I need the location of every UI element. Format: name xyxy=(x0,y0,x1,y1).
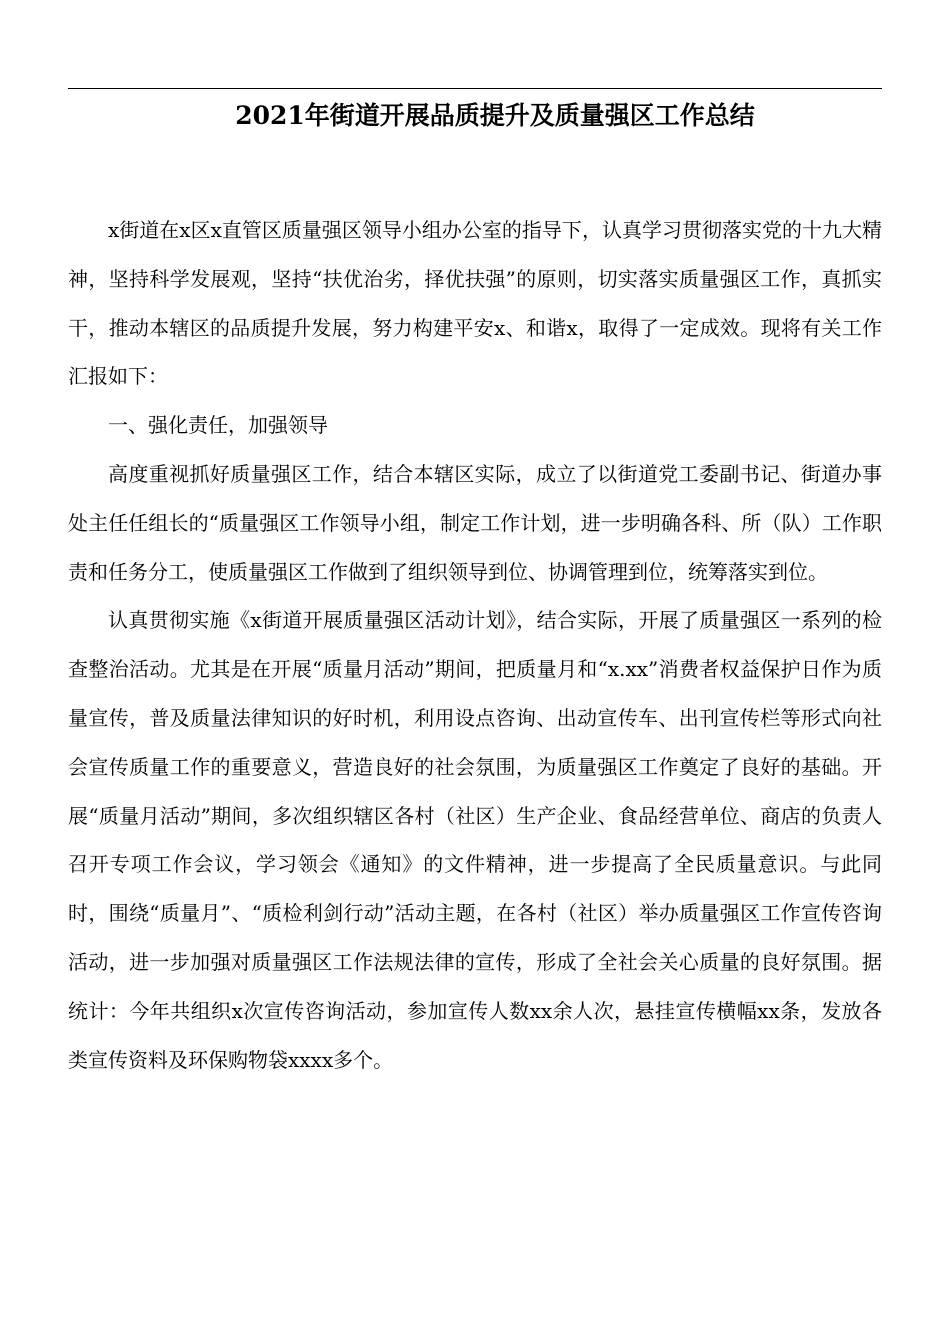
document-title: 2021年街道开展品质提升及质量强区工作总结 xyxy=(235,101,755,130)
document-body xyxy=(68,206,882,1084)
body-paragraph: 高度重视抓好质量强区工作，结合本辖区实际，成立了以街道党工委副书记、街道办事处主任任组长的“质量强区工作领导小组，制定工作计划，进一步明确各科、所（队）工作职责和任务分工，使质量强区工作做到了组织领导到位、协调管理到位，统筹落实到位。 xyxy=(68,461,882,584)
intro-paragraph: x街道在x区x直管区质量强区领导小组办公室的指导下，认真学习贯彻落实党的十九大精神，坚持科学发展观，坚持“扶优治劣，择优扶强”的原则，切实落实质量强区工作，真抓实干，推动本辖区的品质提升发展，努力构建平安x、和谐x，取得了一定成效。现将有关工作汇报如下： xyxy=(68,218,882,389)
body-paragraph: 认真贯彻实施《x街道开展质量强区活动计划》，结合实际，开展了质量强区一系列的检查整治活动。尤其是在开展“质量月活动”期间，把质量月和“x.xx”消费者权益保护日作为质量宣传，普及质量法律知识的好时机，利用设点咨询、出动宣传车、出刊宣传栏等形式向社会宣传质量工作的重要意义，营造良好的社会氛围，为质量强区工作奠定了良好的基础。开展“质量月活动”期间，多次组织辖区各村（社区）生产企业、食品经营单位、商店的负责人召开专项工作会议，学习领会《通知》的文件精神，进一步提高了全民质量意识。与此同时，围绕“质量月”、“质检利剑行动”活动主题，在各村（社区）举办质量强区工作宣传咨询活动，进一步加强对质量强区工作法规法律的宣传，形成了全社会关心质量的良好氛围。据统计：今年共组织x次宣传咨询活动，参加宣传人数xx余人次，悬挂宣传横幅xx条，发放各类宣传资料及环保购物袋xxxx多个。 xyxy=(68,608,882,1072)
section-heading: 一、强化责任，加强领导 xyxy=(108,413,328,438)
header-rule xyxy=(68,88,882,89)
